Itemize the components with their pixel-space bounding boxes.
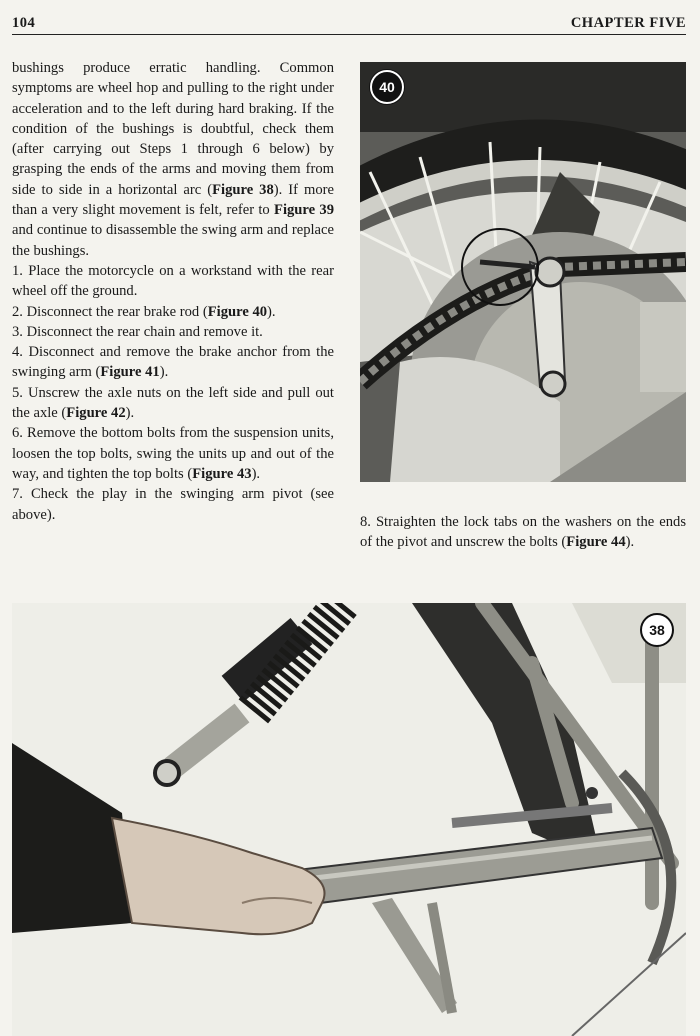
figure-reference: Figure 43 (192, 465, 252, 482)
figure-reference: Figure 41 (100, 364, 160, 381)
step-4: 4. Disconnect and remove the brake anchor from the swinging arm (Figure 41). (12, 344, 334, 381)
figure-40-photo (360, 62, 686, 482)
step-6: 6. Remove the bottom bolts from the suspension units, loosen the top bolts, swing the units up and out of the way, and tighten the top bolts (Figure 43). (12, 425, 334, 482)
chapter-title: CHAPTER FIVE (570, 15, 686, 31)
page-header (12, 6, 686, 35)
figure-40-number-badge: 40 (370, 70, 404, 104)
step-8: 8. Straighten the lock tabs on the washers on the ends of the pivot and unscrew the bolts (Figure 44). (360, 514, 686, 551)
figure-reference: Figure 44 (566, 534, 626, 551)
figure-38-photo (12, 603, 686, 1036)
right-text-column (360, 512, 686, 553)
figure-reference: Figure 40 (207, 303, 268, 320)
step-2: 2. Disconnect the rear brake rod (Figure 40). (12, 303, 276, 320)
left-text-column (12, 58, 334, 525)
swing-arm-illustration (12, 603, 686, 1036)
step-1: 1. Place the motorcycle on a workstand with the rear wheel off the ground. (12, 262, 334, 300)
intro-paragraph: bushings produce erratic handling. Common symptoms are wheel hop and pulling to the right under acceleration and to the left during hard braking. If the condition of the bushings is doubtful, check them (after carrying out Steps 1 through 6 below) by grasping the ends of the arms and moving them from side to side in a horizontal arc (Figure 38). If more than a very slight movement is felt, refer to Figure 39 and continue to disassemble the swing arm and replace the bushings. (12, 60, 335, 259)
step-3: 3. Disconnect the rear chain and remove it. (12, 323, 263, 340)
figure-reference: Figure 39 (274, 202, 335, 219)
figure-38-number-badge: 38 (640, 613, 674, 647)
brake-rod-illustration (360, 62, 686, 482)
step-list (12, 261, 334, 525)
figure-reference: Figure 42 (66, 405, 126, 422)
step-7: 7. Check the play in the swinging arm pivot (see above). (12, 486, 334, 523)
figure-reference: Figure 38 (212, 181, 274, 198)
step-5: 5. Unscrew the axle nuts on the left side and pull out the axle (Figure 42). (12, 384, 334, 422)
page-number: 104 (12, 15, 36, 31)
